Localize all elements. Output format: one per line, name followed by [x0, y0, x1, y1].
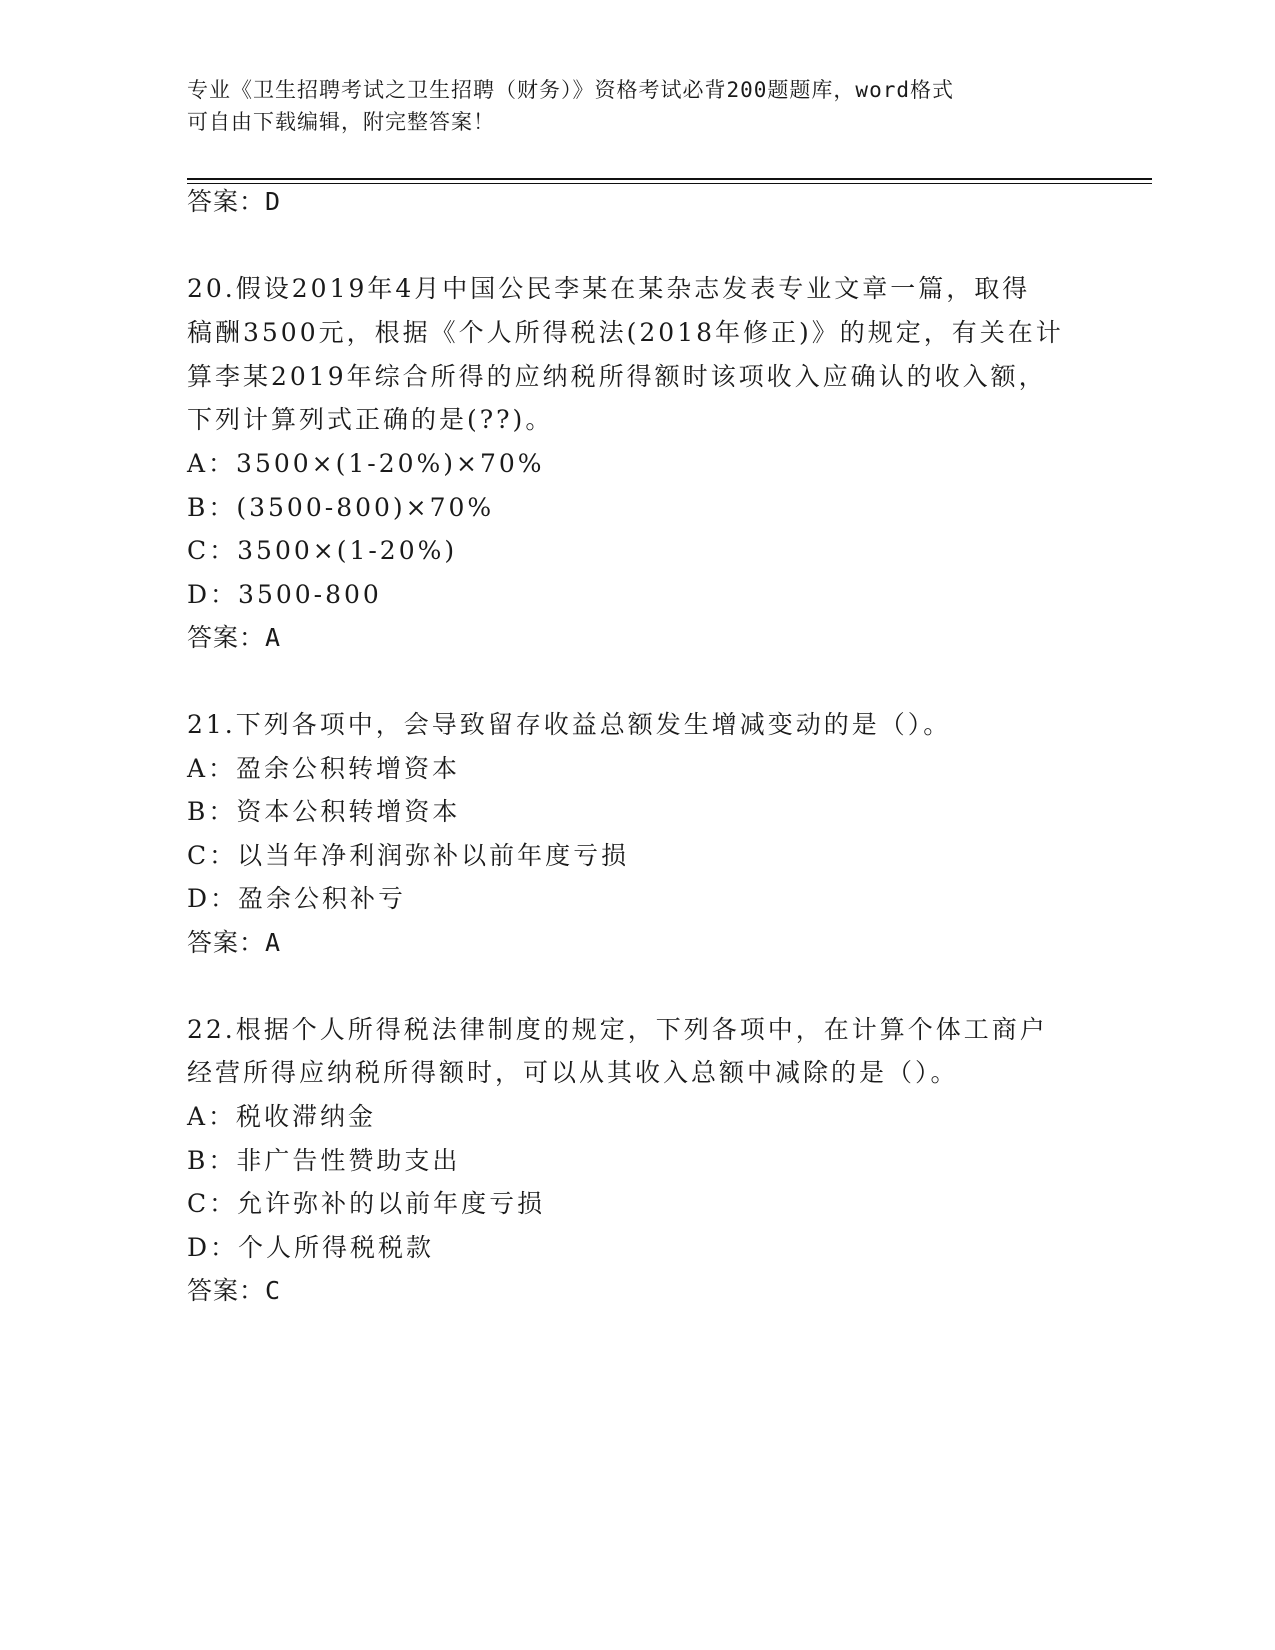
question-20-line-4: 下列计算列式正确的是(??)。 — [187, 405, 554, 434]
question-22-option-c: C：允许弥补的以前年度亏损 — [187, 1189, 546, 1218]
question-21-option-d: D：盈余公积补亏 — [187, 884, 407, 913]
question-20-option-a: A：3500×(1-20%)×70% — [187, 449, 545, 478]
question-22-line-1: 22.根据个人所得税法律制度的规定，下列各项中，在计算个体工商户 — [187, 1015, 1048, 1044]
question-20-line-1: 20.假设2019年4月中国公民李某在某杂志发表专业文章一篇，取得 — [187, 274, 1031, 303]
answer-line: 答案：D — [187, 187, 282, 216]
question-20-line-3: 算李某2019年综合所得的应纳税所得额时该项收入应确认的收入额， — [187, 362, 1047, 391]
header-line-2: 可自由下载编辑，附完整答案！ — [187, 110, 495, 134]
document-header — [187, 74, 1087, 138]
question-20-answer: 答案：A — [187, 623, 282, 652]
question-22-answer: 答案：C — [187, 1276, 282, 1305]
question-21-answer: 答案：A — [187, 928, 282, 957]
question-21-option-a: A：盈余公积转增资本 — [187, 754, 461, 783]
question-22-option-a: A：税收滞纳金 — [187, 1102, 377, 1131]
question-22-line-2: 经营所得应纳税所得额时，可以从其收入总额中减除的是（）。 — [187, 1058, 959, 1087]
question-20-option-b: B：(3500-800)×70% — [187, 493, 495, 522]
question-22-option-b: B：非广告性赞助支出 — [187, 1146, 461, 1175]
question-21-option-b: B：资本公积转增资本 — [187, 797, 461, 826]
header-line-1: 专业《卫生招聘考试之卫生招聘（财务）》资格考试必背200题题库，word格式 — [187, 78, 954, 102]
header-rule-thick — [187, 178, 1152, 180]
question-20-option-d: D：3500-800 — [187, 580, 382, 609]
question-21-option-c: C：以当年净利润弥补以前年度亏损 — [187, 841, 630, 870]
header-rule-thin — [187, 183, 1152, 184]
question-20-line-2: 稿酬3500元，根据《个人所得税法(2018年修正)》的规定，有关在计 — [187, 318, 1064, 347]
question-22-option-d: D：个人所得税税款 — [187, 1233, 435, 1262]
question-21-line-1: 21.下列各项中，会导致留存收益总额发生增减变动的是（）。 — [187, 710, 952, 739]
question-20-option-c: C：3500×(1-20%) — [187, 536, 458, 565]
